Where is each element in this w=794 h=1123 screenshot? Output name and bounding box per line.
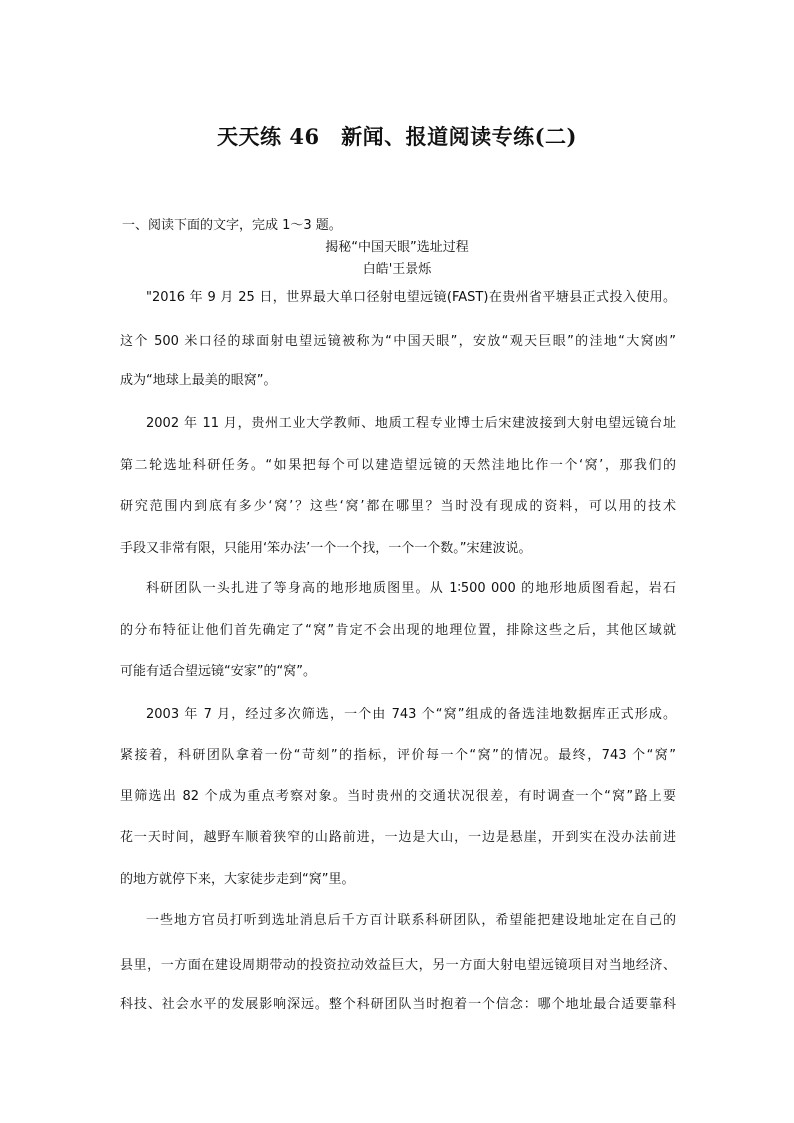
paragraph-line: 第二轮选址科研任务。“如果把每个可以建造望远镜的天然洼地比作一个‘窝’，那我们的 — [120, 458, 676, 473]
paragraph-line: 成为“地球上最美的眼窝”。 — [120, 373, 277, 388]
page-title: 天天练 46 新闻、报道阅读专练(二) — [217, 124, 577, 149]
paragraph-line: 2003 年 7 月，经过多次筛选，一个由 743 个“窝”组成的备选洼地数据库正式形成。 — [146, 707, 676, 722]
paragraph-line: 2002 年 11 月，贵州工业大学教师、地质工程专业博士后宋建波接到大射电望远镜台址 — [146, 416, 676, 431]
paragraph-line: "2016 年 9 月 25 日，世界最大单口径射电望远镜(FAST)在贵州省平塘县正式投入使用。 — [146, 290, 676, 305]
paragraph-line: 里筛选出 82 个成为重点考察对象。当时贵州的交通状况很差，有时调查一个“窝”路上要 — [120, 789, 676, 804]
paragraph-line: 科技、社会水平的发展影响深远。整个科研团队当时抱着一个信念：哪个地址最合适要靠科 — [120, 997, 676, 1012]
paragraph-line: 科研团队一头扎进了等身高的地形地质图里。从 1∶500 000 的地形地质图看起，岩石 — [146, 581, 676, 596]
question-intro: 一、阅读下面的文字，完成 1～3 题。 — [122, 218, 342, 233]
paragraph-line: 的分布特征让他们首先确定了“窝”肯定不会出现的地理位置，排除这些之后，其他区域就 — [120, 623, 676, 638]
paragraph-line: 研究范围内到底有多少‘窝’？这些‘窝’都在哪里？当时没有现成的资料，可以用的技术 — [120, 499, 676, 514]
paragraph-line: 紧接着，科研团队拿着一份“苛刻”的指标，评价每一个“窝”的情况。最终，743 个“窝” — [120, 748, 676, 763]
paragraph-line: 花一天时间，越野车顺着狭窄的山路前进，一边是大山，一边是悬崖，开到实在没办法前进 — [120, 830, 676, 845]
article-author: 白皓'王景烁 — [362, 262, 432, 277]
paragraph-line: 这个 500 米口径的球面射电望远镜被称为“中国天眼”，安放“观天巨眼”的洼地“大窝凼” — [120, 334, 676, 349]
paragraph-line: 手段又非常有限，只能用‘笨办法’一个一个找，一个一个数。”宋建波说。 — [120, 541, 532, 556]
paragraph-line: 县里，一方面在建设周期带动的投资拉动效益巨大，另一方面大射电望远镜项目对当地经济、 — [120, 958, 676, 973]
article-title: 揭秘“中国天眼”选址过程 — [325, 240, 469, 255]
paragraph-line: 的地方就停下来，大家徒步走到“窝”里。 — [120, 872, 355, 887]
paragraph-line: 一些地方官员打听到选址消息后千方百计联系科研团队，希望能把建设地址定在自己的 — [146, 913, 676, 928]
paragraph-line: 可能有适合望远镜“安家”的“窝”。 — [120, 664, 316, 679]
